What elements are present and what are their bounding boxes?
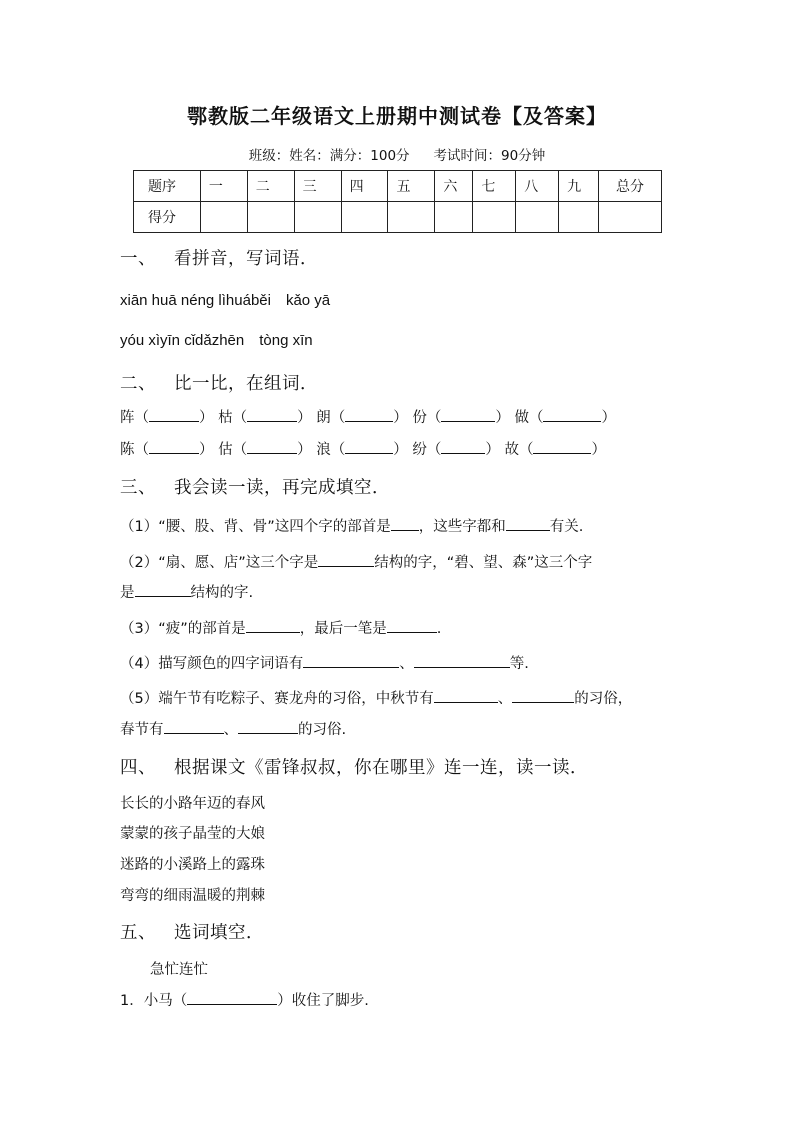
score-cell[interactable]: [247, 202, 294, 233]
score-cell[interactable]: [388, 202, 435, 233]
answer-blank[interactable]: [318, 553, 374, 567]
exam-time-info: 考试时间：90分钟: [433, 148, 546, 164]
match-line: 迷路的小溪路上的露珠: [120, 857, 265, 873]
score-table-header-cell: 四: [341, 171, 388, 202]
char: 故: [504, 442, 519, 458]
score-table-header-cell: 总分: [599, 171, 662, 202]
answer-blank[interactable]: [247, 440, 297, 454]
answer-blank[interactable]: [434, 689, 498, 703]
char: 枯: [218, 410, 233, 426]
answer-blank[interactable]: [303, 654, 399, 668]
answer-blank[interactable]: [238, 720, 298, 734]
score-table-header-cell: 八: [516, 171, 559, 202]
score-cell[interactable]: [516, 202, 559, 233]
score-table-score-row: [134, 202, 662, 233]
score-table-header-cell: 六: [435, 171, 473, 202]
match-line: 长长的小路年迈的春风: [120, 796, 265, 812]
char: 做: [514, 410, 529, 426]
section-number: 二、: [120, 374, 156, 394]
section-title: 选词填空．: [174, 923, 264, 943]
score-table-header-cell: 题序: [134, 171, 201, 202]
char: 纷: [412, 442, 427, 458]
score-cell[interactable]: [559, 202, 599, 233]
score-table-header-cell: 二: [247, 171, 294, 202]
answer-blank[interactable]: [441, 440, 485, 454]
answer-blank[interactable]: [246, 619, 300, 633]
score-table-header-cell: 五: [388, 171, 435, 202]
section-title: 根据课文《雷锋叔叔，你在哪里》连一连，读一读．: [174, 758, 588, 778]
answer-blank[interactable]: [543, 408, 601, 422]
score-table-header-cell: 七: [473, 171, 516, 202]
answer-blank[interactable]: [533, 440, 591, 454]
pinyin-line: xiān huā néng lìhuáběi kǎo yā: [120, 292, 331, 309]
exam-info: [0, 144, 794, 164]
score-table-header-cell: 一: [200, 171, 247, 202]
pinyin-line: yóu xìyīn cǐdǎzhēn tòng xīn: [120, 332, 313, 349]
fill-question-3: （3）“疲”的部首是 ，最后一笔是 .: [120, 621, 442, 637]
compare-row-1: 阵（ ） 枯（ ） 朗（ ） 份（ ） 做（ ）: [120, 410, 616, 426]
score-table: [133, 170, 662, 233]
score-table-header-row: [134, 171, 662, 202]
fill-question-5: （5）端午节有吃粽子、赛龙舟的习俗，中秋节有 、 的习俗，: [120, 691, 633, 707]
score-cell[interactable]: [294, 202, 341, 233]
answer-blank[interactable]: [387, 619, 437, 633]
char: 陈: [120, 442, 135, 458]
fill-question-2-cont: 是 结构的字.: [120, 585, 254, 601]
section-title: 我会读一读，再完成填空．: [174, 478, 390, 498]
class-name-score-info: 班级：姓名：满分：100分: [248, 148, 410, 164]
section-3-heading: [120, 474, 390, 499]
answer-blank[interactable]: [149, 408, 199, 422]
section-number: 三、: [120, 478, 156, 498]
word-options: 急忙连忙: [150, 962, 208, 978]
answer-blank[interactable]: [506, 517, 550, 531]
char: 阵: [120, 410, 135, 426]
answer-blank[interactable]: [135, 583, 191, 597]
section-title: 看拼音，写词语．: [174, 249, 318, 269]
answer-blank[interactable]: [441, 408, 495, 422]
match-line: 蒙蒙的孩子晶莹的大娘: [120, 826, 265, 842]
score-table-header-cell: 九: [559, 171, 599, 202]
match-line: 弯弯的细雨温暖的荆棘: [120, 888, 265, 904]
fill-question-5-1: 1．小马（ ）收住了脚步.: [120, 993, 369, 1009]
char: 份: [412, 410, 427, 426]
score-cell[interactable]: [435, 202, 473, 233]
answer-blank[interactable]: [187, 991, 277, 1005]
page-title: 鄂教版二年级语文上册期中测试卷【及答案】: [187, 104, 607, 128]
fill-question-2: （2）“扇、愿、店”这三个字是 结构的字，“碧、望、森”这三个字: [120, 555, 593, 571]
answer-blank[interactable]: [164, 720, 224, 734]
score-cell[interactable]: [200, 202, 247, 233]
section-number: 一、: [120, 249, 156, 269]
score-cell[interactable]: [341, 202, 388, 233]
score-row-label: 得分: [134, 202, 201, 233]
score-cell[interactable]: [599, 202, 662, 233]
section-2-heading: [120, 370, 318, 395]
answer-blank[interactable]: [345, 440, 393, 454]
fill-question-1: （1）“腰、股、背、骨”这四个字的部首是 ，这些字都和 有关.: [120, 519, 584, 535]
section-1-heading: [120, 245, 318, 270]
answer-blank[interactable]: [149, 440, 199, 454]
fill-question-5-cont: 春节有 、 的习俗.: [120, 722, 347, 738]
compare-row-2: 陈（ ） 估（ ） 浪（ ） 纷（ ） 故（ ）: [120, 442, 606, 458]
char: 浪: [316, 442, 331, 458]
char: 朗: [316, 410, 331, 426]
answer-blank[interactable]: [512, 689, 574, 703]
answer-blank[interactable]: [391, 517, 419, 531]
answer-blank[interactable]: [247, 408, 297, 422]
answer-blank[interactable]: [414, 654, 510, 668]
section-5-heading: [120, 919, 264, 944]
section-4-heading: [120, 754, 588, 779]
section-number: 四、: [120, 758, 156, 778]
section-title: 比一比，在组词．: [174, 374, 318, 394]
section-number: 五、: [120, 923, 156, 943]
score-cell[interactable]: [473, 202, 516, 233]
fill-question-4: （4）描写颜色的四字词语有 、 等.: [120, 656, 529, 672]
answer-blank[interactable]: [345, 408, 393, 422]
score-table-header-cell: 三: [294, 171, 341, 202]
char: 估: [218, 442, 233, 458]
